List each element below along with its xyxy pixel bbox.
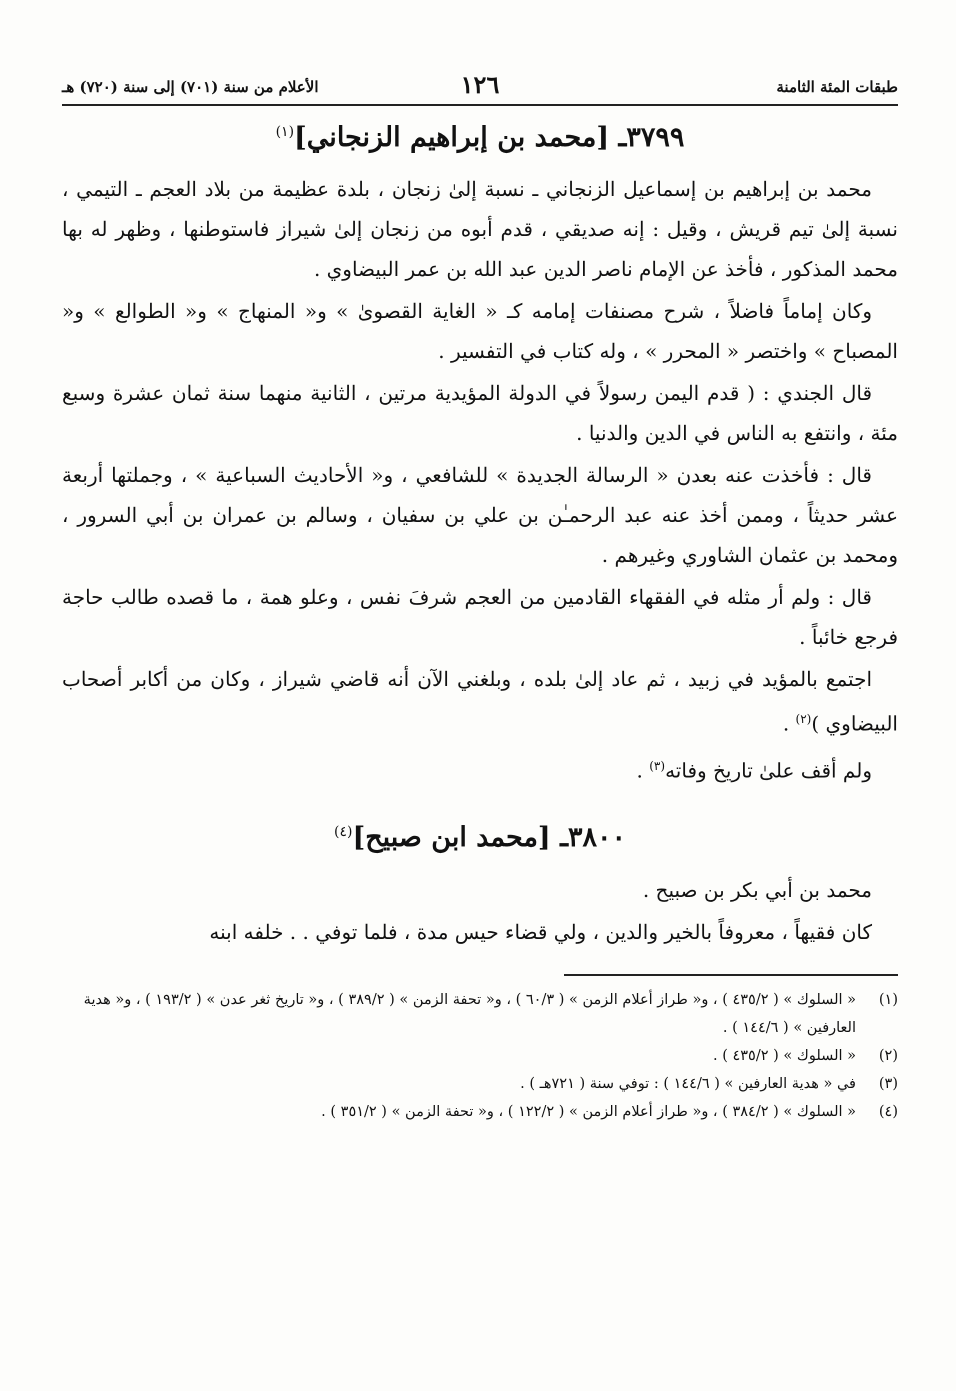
footnotes (62, 986, 898, 1126)
footnote-text: « السلوك » ( ٤٣٥/٢ ) ، و« طراز أعلام الزمن » ( ٦٠/٣ ) ، و« تحفة الزمن » ( ٣٨٩/٢ ) ، و« تاريخ ثغر عدن » ( ١٩٣/٢ ) ، و« هدية العارفين » ( ١٤٤/٦ ) . (83, 991, 856, 1036)
paragraph (62, 659, 898, 744)
book-page (62, 70, 898, 1351)
paragraph: محمد بن أبي بكر بن صبيح . (642, 877, 872, 902)
paragraph: قال : فأخذت عنه بعدن « الرسالة الجديدة » للشافعي ، و« الأحاديث السباعية » ، وجملتها أربعة عشر حديثاً ، وممن أخذ عنه عبد الرحمـٰن بن علي بن سفيان ، وسالم بن عمران بن أبي السرور ، ومحمد بن عثمان الشاوري وغيرهم . (62, 463, 898, 568)
paragraph: قال : ولم أر مثله في الفقهاء القادمين من العجم شرفَ نفس ، وعلو همة ، ما قصده طالب حاجة فرجع خائباً . (62, 585, 898, 650)
paragraph: قال الجندي : ( قدم اليمن رسولاً في الدولة المؤيدية مرتين ، الثانية منهما سنة ثمان عشرة وسبع مئة ، وانتفع به الناس في الدين والدنيا . (62, 381, 898, 446)
paragraph-text: ولم أقف علىٰ تاريخ وفاته (665, 758, 872, 783)
entry-heading-3799 (62, 120, 898, 155)
footnote-item (62, 986, 898, 1042)
page-number: ١٢٦ (460, 70, 500, 99)
footnote-number: (١) (878, 991, 898, 1008)
footnote-text: في « هدية العارفين » ( ١٤٤/٦ ) : توفي سنة ( ٧٢١هـ ) . (520, 1075, 856, 1092)
footnote-marker: (١) (275, 124, 295, 140)
paragraph: كان فقيهاً ، معروفاً بالخير والدين ، ولي قضاء حيس مدة ، فلما توفي . . خلفه ابنه (209, 919, 872, 944)
entry-heading-3800 (62, 820, 898, 855)
footnote-number: (٤) (878, 1103, 898, 1120)
footnote-marker: (٣) (649, 758, 666, 773)
footnote-number: (٢) (878, 1047, 898, 1064)
paragraph-end: . (782, 711, 796, 736)
running-header (62, 70, 898, 104)
footnote-item (62, 1098, 898, 1126)
footnote-marker: (٤) (333, 824, 353, 841)
entry-heading-text: ٣٨٠٠ـ [محمد ابن صبيح] (352, 822, 627, 854)
paragraph: محمد بن إبراهيم بن إسماعيل الزنجاني ـ نسبة إلىٰ زنجان ، بلدة عظيمة من بلاد العجم ـ التيمي ، نسبة إلىٰ تيم قريش ، وقيل : إنه صديقي ، قدم أبوه من زنجان إلىٰ شيراز فاستوطنها ، وظهر له بها محمد المذكور ، فأخذ عن الإمام ناصر الدين عبد الله بن عمر البيضاوي . (62, 177, 898, 282)
footnote-item (62, 1042, 898, 1070)
header-book-title: طبقات المئة الثامنة (776, 78, 898, 96)
header-section-title: الأعلام من سنة (٧٠١) إلى سنة (٧٢٠) هـ (62, 78, 319, 96)
header-divider (62, 104, 898, 106)
footnote-divider (564, 974, 898, 976)
footnote-text: « السلوك » ( ٤٣٥/٢ ) . (713, 1047, 856, 1064)
footnote-number: (٣) (878, 1075, 898, 1092)
paragraph: وكان إماماً فاضلاً ، شرح مصنفات إمامه كـ « الغاية القصوىٰ » و« المنهاج » و« الطوالع » و« المصباح » واختصر « المحرر » ، وله كتاب في التفسير . (62, 299, 898, 364)
paragraph-end: . (636, 758, 650, 783)
footnote-text: « السلوك » ( ٣٨٤/٢ ) ، و« طراز أعلام الزمن » ( ١٢٢/٢ ) ، و« تحفة الزمن » ( ٣٥١/٢ ) . (321, 1103, 856, 1120)
footnote-marker: (٢) (795, 712, 812, 727)
paragraph-text: اجتمع بالمؤيد في زبيد ، ثم عاد إلىٰ بلده ، وبلغني الآن أنه قاضي شيراز ، وكان من أكابر أصحاب البيضاوي ) (62, 667, 898, 736)
footnote-item (62, 1070, 898, 1098)
paragraph (62, 746, 898, 791)
entry-heading-text: ٣٧٩٩ـ [محمد بن إبراهيم الزنجاني] (294, 122, 685, 153)
